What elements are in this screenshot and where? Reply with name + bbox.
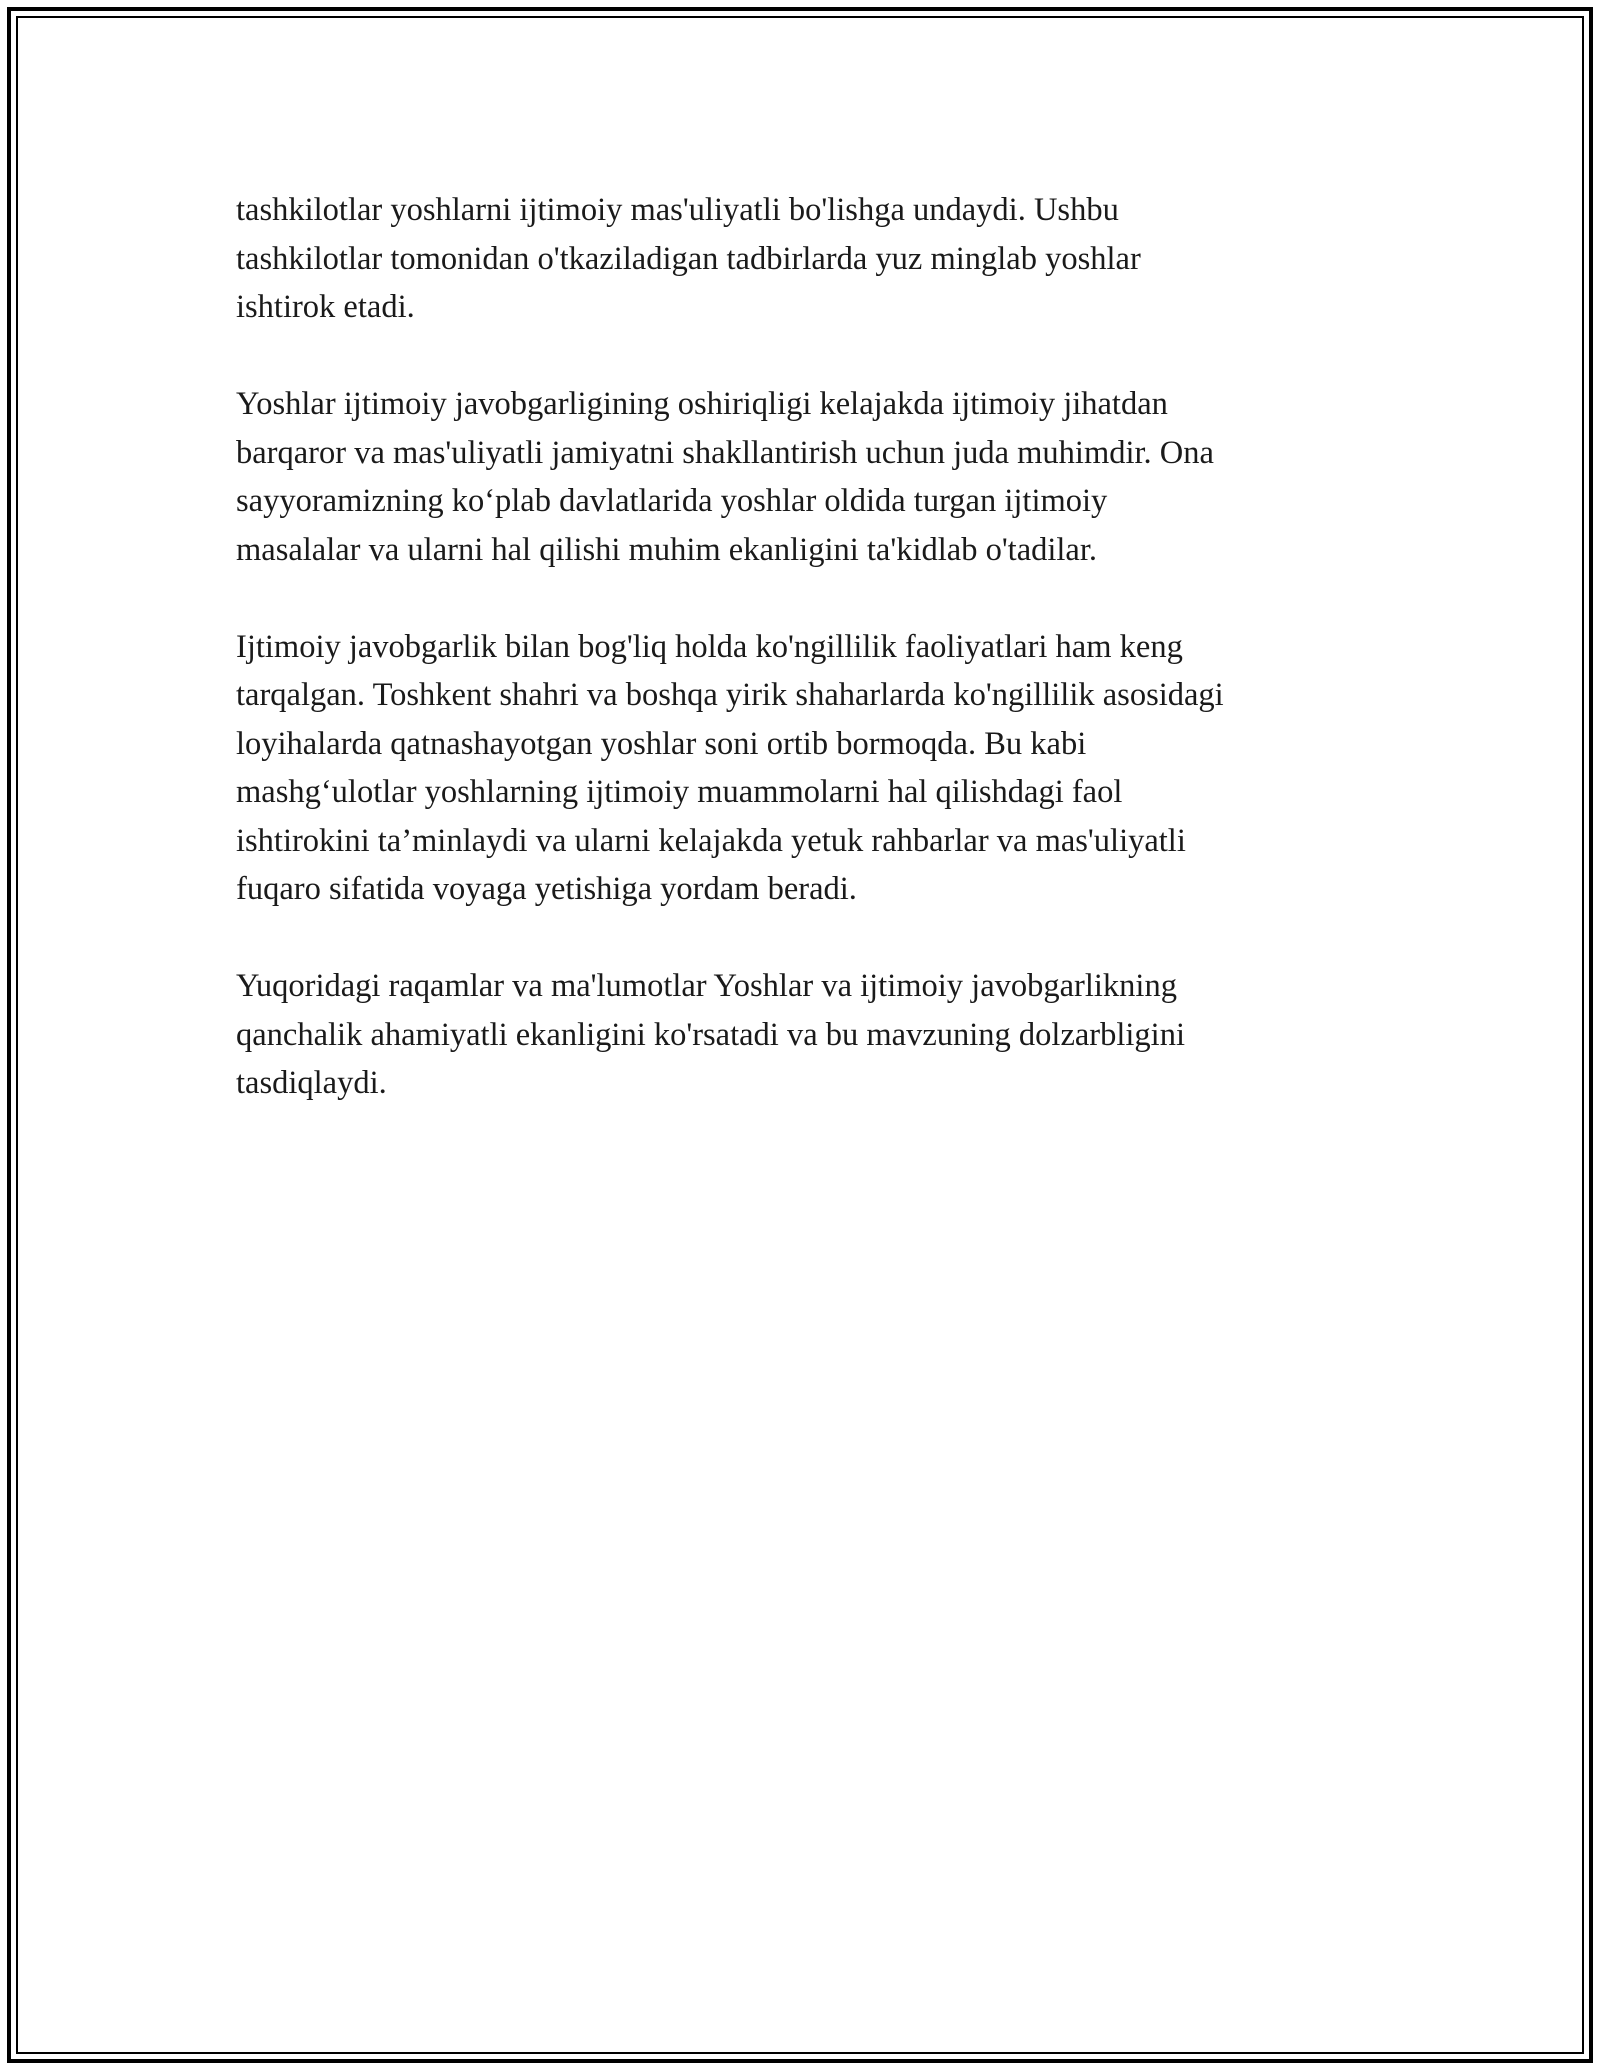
- text-line: loyihalarda qatnashayotgan yoshlar soni ortib bormoqda. Bu kabi: [236, 725, 1087, 762]
- paragraph-1: [236, 186, 1356, 332]
- text-line: qanchalik ahamiyatli ekanligini ko'rsatadi va bu mavzuning dolzarbligini: [236, 1016, 1185, 1053]
- paragraph-2: [236, 380, 1356, 574]
- text-line: Ijtimoiy javobgarlik bilan bog'liq holda ko'ngillilik faoliyatlari ham keng: [236, 628, 1183, 665]
- paragraph-3: [236, 623, 1356, 914]
- text-line: fuqaro sifatida voyaga yetishiga yordam beradi.: [236, 871, 857, 907]
- text-line: barqaror va mas'uliyatli jamiyatni shakllantirish uchun juda muhimdir. Ona: [236, 434, 1214, 471]
- text-line: tasdiqlaydi.: [236, 1065, 387, 1101]
- text-line: Yoshlar ijtimoiy javobgarligining oshiriqligi kelajakda ijtimoiy jihatdan: [236, 386, 1168, 422]
- text-line: masalalar va ularni hal qilishi muhim ekanligini ta'kidlab o'tadilar.: [236, 531, 1098, 568]
- text-line: ishtirokini ta’minlaydi va ularni kelajakda yetuk rahbarlar va mas'uliyatli: [236, 822, 1186, 859]
- text-line: Yuqoridagi raqamlar va ma'lumotlar Yoshlar va ijtimoiy javobgarlikning: [236, 968, 1177, 1004]
- text-line: sayyoramizning ko‘plab davlatlarida yoshlar oldida turgan ijtimoiy: [236, 483, 1108, 519]
- text-line: mashg‘ulotlar yoshlarning ijtimoiy muammolarni hal qilishdagi faol: [236, 774, 1123, 810]
- text-line: tarqalgan. Toshkent shahri va boshqa yirik shaharlarda ko'ngillilik asosidagi: [236, 677, 1224, 713]
- document-body: [236, 186, 1356, 1156]
- text-line: tashkilotlar tomonidan o'tkaziladigan tadbirlarda yuz minglab yoshlar: [236, 240, 1141, 277]
- paragraph-4: [236, 962, 1356, 1108]
- text-line: tashkilotlar yoshlarni ijtimoiy mas'uliyatli bo'lishga undaydi. Ushbu: [236, 192, 1119, 228]
- text-line: ishtirok etadi.: [236, 289, 415, 325]
